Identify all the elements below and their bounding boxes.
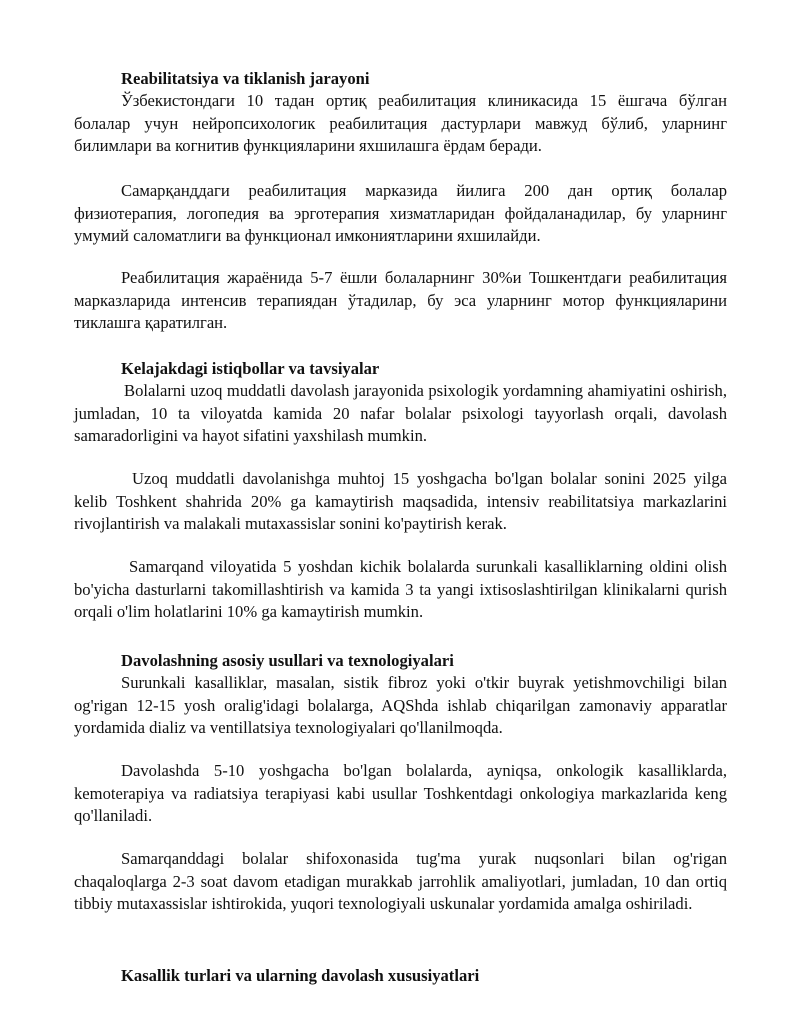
section-heading-rehabilitation: Reabilitatsiya va tiklanish jarayoni <box>121 69 370 88</box>
paragraph: Davolashda 5-10 yoshgacha bo'lgan bolalarda, ayniqsa, onkologik kasalliklarda, kemoterapiya va radiatsiya terapiyasi kabi usullar Toshkentdagi onkologiya markazlarida keng qo'llaniladi. <box>74 761 727 826</box>
paragraph: Samarqand viloyatida 5 yoshdan kichik bolalarda surunkali kasalliklarning oldini olish bo'yicha dasturlarni takomillashtirish va kamida 3 ta yangi ixtisoslashtirilgan klinikalarni qurish orqali o'lim holatlarini 10% ga kamaytirish mumkin. <box>74 557 727 622</box>
paragraph: Ўзбекистондаги 10 тадан ортиқ реабилитация клиникасида 15 ёшгача бўлган болалар учун нейропсихологик реабилитация дастурлари мавжуд бўлиб, уларнинг билимлари ва когнитив функцияларини яхшилашга ёрдам беради. <box>74 91 727 156</box>
paragraph: Surunkali kasalliklar, masalan, sistik fibroz yoki o'tkir buyrak yetishmovchiligi bilan og'rigan 12-15 yosh oralig'idagi bolalarga, AQShda ishlab chiqarilgan zamonaviy apparatlar yordamida dializ va ventillatsiya texnologiyalari qo'llanilmoqda. <box>74 673 727 738</box>
section-heading-future-prospects: Kelajakdagi istiqbollar va tavsiyalar <box>121 359 380 378</box>
paragraph: Самарқанддаги реабилитация марказида йилига 200 дан ортиқ болалар физиотерапия, логопедия ва эрготерапия хизматларидан фойдаланадилар, бу уларнинг умумий саломатлиги ва функционал имкониятларини яхшилайди. <box>74 181 727 246</box>
paragraph: Samarqanddagi bolalar shifoxonasida tug'ma yurak nuqsonlari bilan og'rigan chaqaloqlarga 2-3 soat davom etadigan murakkab jarrohlik amaliyotlari, jumladan, 10 dan ortiq tibbiy mutaxassislar ishtirokida, yuqori texnologiyali uskunalar yordamida amalga oshiriladi. <box>74 849 727 914</box>
paragraph: Реабилитация жараёнида 5-7 ёшли болаларнинг 30%и Тошкентдаги реабилитация марказларида интенсив терапиядан ўтадилар, бу эса уларнинг мотор функцияларини тиклашга қаратилган. <box>74 268 727 333</box>
paragraph: Uzoq muddatli davolanishga muhtoj 15 yoshgacha bo'lgan bolalar sonini 2025 yilga kelib Toshkent shahrida 20% ga kamaytirish maqsadida, intensiv reabilitatsiya markazlarini rivojlantirish va malakali mutaxassislar sonini ko'paytirish kerak. <box>74 469 727 534</box>
section-heading-treatment-methods: Davolashning asosiy usullari va texnologiyalari <box>121 651 454 670</box>
section-heading-disease-types: Kasallik turlari va ularning davolash xususiyatlari <box>121 966 480 985</box>
paragraph: Bolalarni uzoq muddatli davolash jarayonida psixologik yordamning ahamiyatini oshirish, jumladan, 10 ta viloyatda kamida 20 nafar bolalar psixologi tayyorlash orqali, davolash samaradorligini va hayot sifatini yaxshilash mumkin. <box>74 381 727 446</box>
